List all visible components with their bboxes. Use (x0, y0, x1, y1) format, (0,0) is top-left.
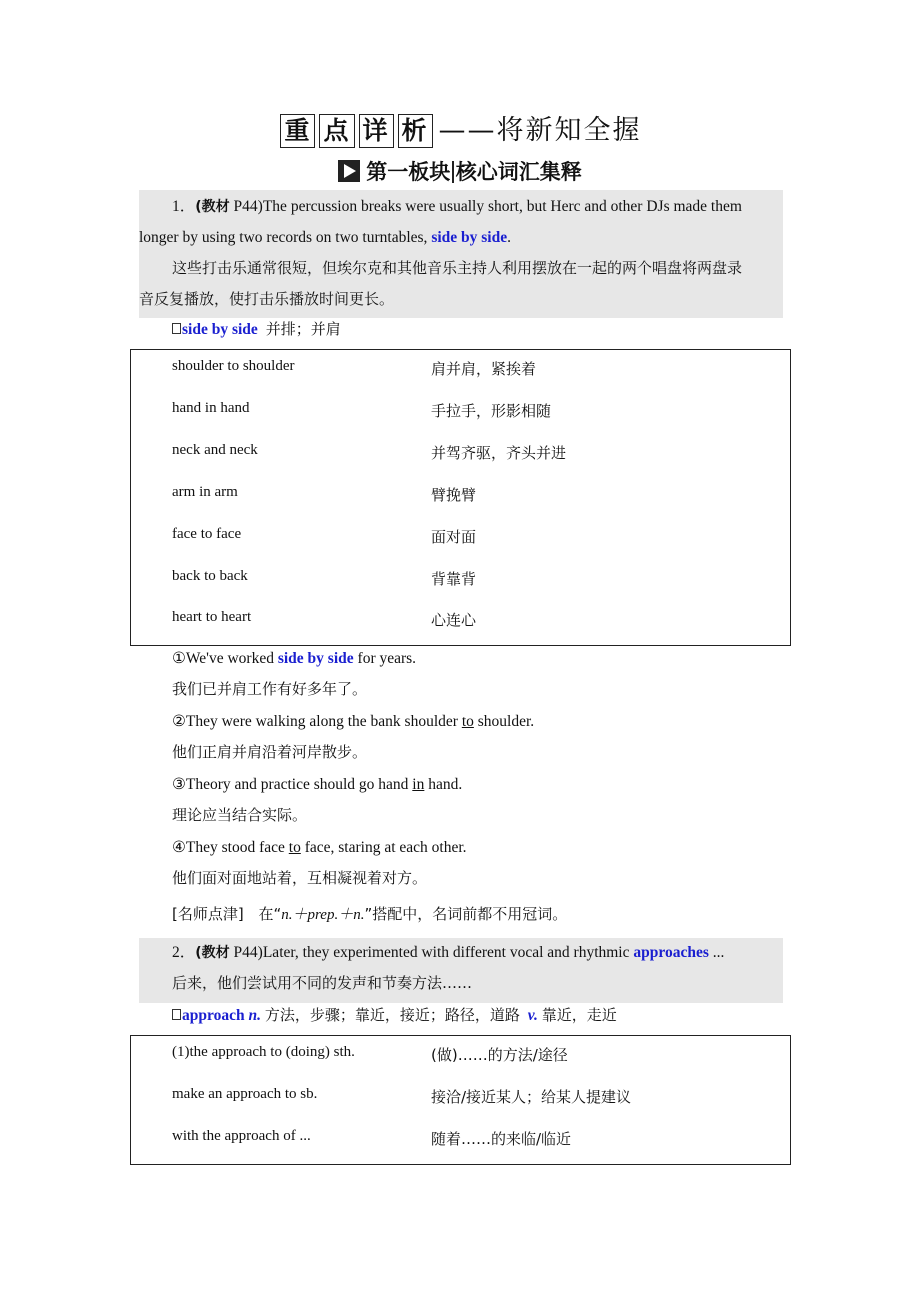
item1-keyword: side by side (431, 229, 508, 246)
example-3-post: hand. (424, 776, 463, 793)
teacher-note (172, 899, 567, 931)
item1-sentence-part1: The percussion breaks were usually short, but Herc and other DJs made them (262, 198, 742, 215)
bullet-box-icon (172, 1009, 181, 1020)
phrase-cn: 并驾齐驱，齐头并进 (431, 444, 567, 462)
example-1 (172, 643, 416, 674)
subtitle-divider (452, 161, 454, 183)
item1-source-page: P44) (229, 198, 263, 215)
phrase-en: with the approach of ... (172, 1128, 311, 1144)
item2-keyword: approaches (633, 944, 709, 961)
note-label: [名师点津] (172, 905, 244, 923)
item1-translation-line2: 音反复播放，使打击乐播放时间更长。 (139, 290, 395, 308)
example-1-post: for years. (353, 650, 417, 667)
phrase-en: heart to heart (172, 609, 252, 625)
item2-entry (172, 1000, 617, 1031)
phrase-en: make an approach to sb. (172, 1086, 318, 1102)
item2-pos-v: v. (527, 1007, 538, 1024)
page-title (0, 108, 920, 148)
example-4-pre: ④They stood face (172, 839, 289, 856)
item1-sentence-line2 (139, 222, 511, 253)
item1-source-label: (教材 (195, 199, 230, 215)
example-4-underline: to (288, 839, 301, 856)
section-subtitle (0, 156, 920, 186)
example-3-cn: 理论应当结合实际。 (172, 806, 308, 824)
item2-meaning-v: 靠近，走近 (541, 1006, 617, 1024)
item1-entry (172, 314, 341, 345)
item1-number: 1． (172, 198, 196, 215)
title-char-4: 析 (398, 114, 433, 148)
example-4-post: face, staring at each other. (300, 839, 467, 856)
phrase-en: hand in hand (172, 400, 250, 416)
example-1-num: ① (172, 650, 186, 667)
example-2-post: shoulder. (473, 713, 535, 730)
phrase-cn: 随着……的来临/临近 (431, 1130, 572, 1148)
phrase-cn: 臂挽臂 (431, 486, 477, 504)
phrase-en: face to face (172, 526, 242, 542)
example-3-pre: ③Theory and practice should go hand (172, 776, 413, 793)
item2-sentence (172, 937, 724, 969)
example-1-cn: 我们已并肩工作有好多年了。 (172, 680, 368, 698)
item2-meaning-n: 方法，步骤；靠近，接近；路径，道路 (264, 1006, 520, 1024)
example-4-cn: 他们面对面地站着，互相凝视着对方。 (172, 869, 428, 887)
example-1-keyword: side by side (277, 650, 354, 667)
example-2 (172, 706, 534, 737)
note-formula: n.＋prep.＋n. (281, 907, 365, 923)
phrase-cn: 接洽/接近某人；给某人提建议 (431, 1088, 632, 1106)
item2-source-page: P44) (229, 944, 263, 961)
phrase-en: neck and neck (172, 442, 258, 458)
play-icon (338, 160, 360, 182)
note-post: ”搭配中，名词前都不用冠词。 (364, 905, 568, 923)
item2-source-label: (教材 (195, 945, 230, 961)
subtitle-left: 第一板块 (366, 160, 451, 184)
phrase-en: (1)the approach to (doing) sth. (172, 1044, 355, 1060)
example-3 (172, 769, 462, 800)
example-4 (172, 832, 467, 863)
item2-number: 2． (172, 944, 196, 961)
phrase-cn: 心连心 (431, 611, 477, 629)
phrase-en: shoulder to shoulder (172, 358, 295, 374)
item2-phrase-table (130, 1035, 791, 1165)
example-2-underline: to (461, 713, 474, 730)
item1-sentence-part2: longer by using two records on two turntables, (139, 229, 432, 246)
item1-phrase-table (130, 349, 791, 646)
item2-translation: 后来，他们尝试用不同的发声和节奏方法…… (172, 974, 473, 992)
example-2-cn: 他们正肩并肩沿着河岸散步。 (172, 743, 368, 761)
phrase-cn: 手拉手，形影相随 (431, 402, 552, 420)
example-1-pre: We've worked (185, 650, 278, 667)
item1-translation-line1: 这些打击乐通常很短，但埃尔克和其他音乐主持人利用摆放在一起的两个唱盘将两盘录 (172, 259, 743, 277)
example-2-pre: ②They were walking along the bank shoulder (172, 713, 462, 730)
title-char-3: 详 (359, 114, 394, 148)
item1-entry-meaning: 并排；并肩 (265, 320, 341, 338)
item2-entry-word: approach (182, 1007, 245, 1024)
item2-sentence-pre: Later, they experimented with different vocal and rhythmic (262, 944, 634, 961)
item1-sentence-end: . (507, 229, 511, 246)
item2-pos-n: n. (248, 1007, 261, 1024)
phrase-cn: 面对面 (431, 528, 477, 546)
phrase-cn: (做)……的方法/途径 (431, 1046, 568, 1064)
item2-sentence-post: ... (708, 944, 725, 961)
bullet-box-icon (172, 323, 181, 334)
title-char-1: 重 (280, 114, 315, 148)
subtitle-right: 核心词汇集释 (455, 160, 582, 184)
title-rest: ——将新知全握 (438, 115, 642, 146)
title-char-2: 点 (319, 114, 354, 148)
item1-sentence-line1 (172, 191, 784, 223)
phrase-cn: 肩并肩，紧挨着 (431, 360, 537, 378)
phrase-en: arm in arm (172, 484, 238, 500)
note-pre: 在“ (258, 905, 282, 923)
phrase-en: back to back (172, 568, 248, 584)
item1-entry-word: side by side (182, 321, 258, 338)
example-3-underline: in (412, 776, 425, 793)
phrase-cn: 背靠背 (431, 570, 477, 588)
